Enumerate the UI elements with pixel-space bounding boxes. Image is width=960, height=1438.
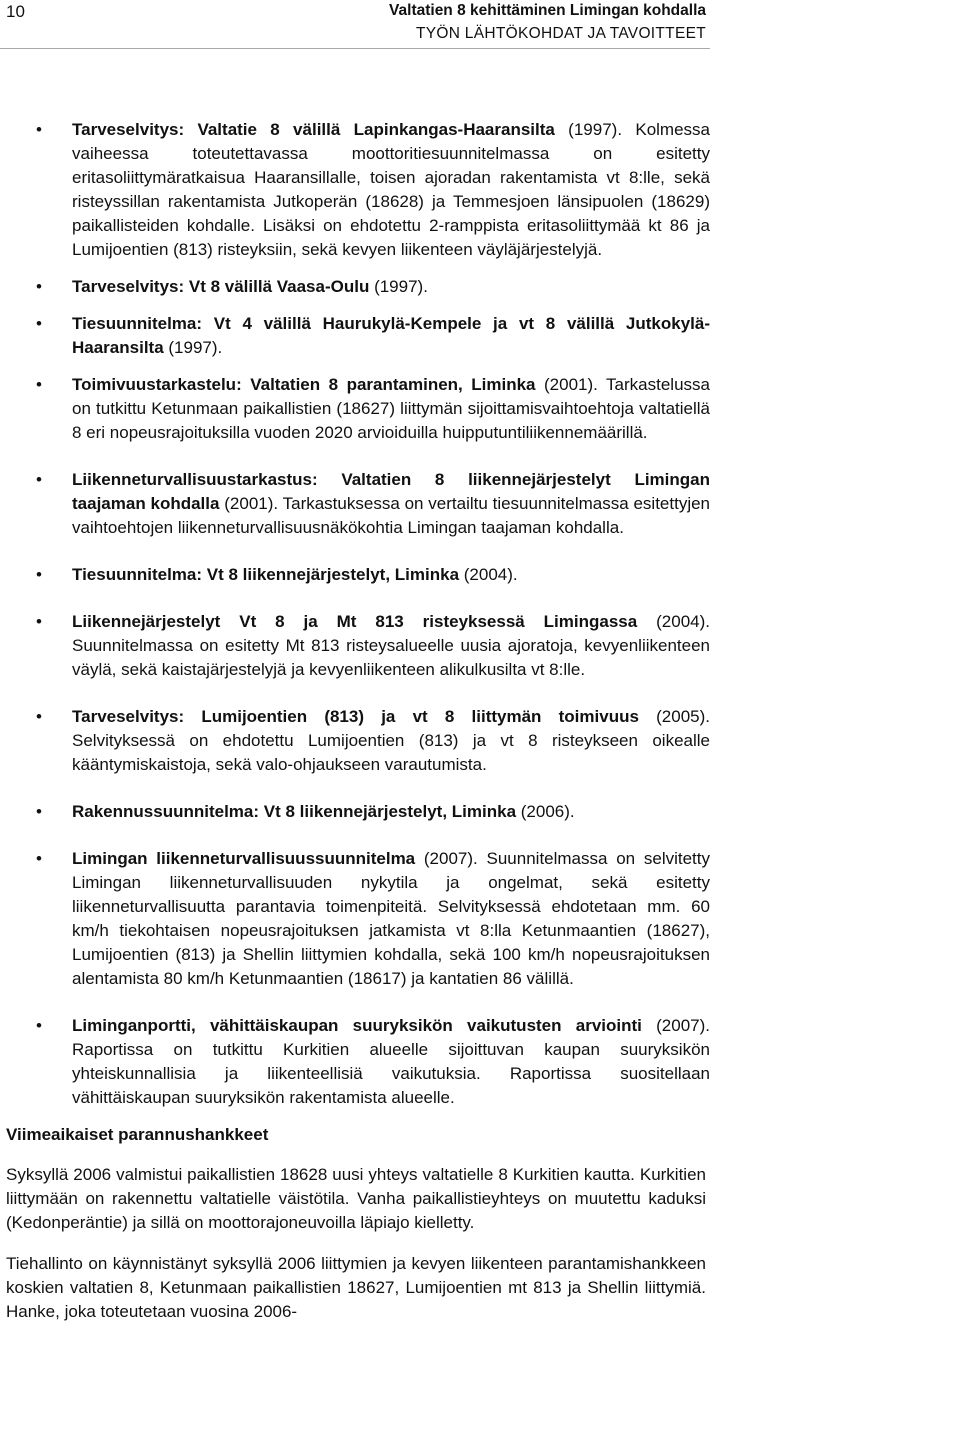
bullet-icon: •: [36, 612, 42, 631]
item-title: Tiesuunnitelma: Vt 4 välillä Haurukylä-Kempele ja vt 8 välillä Jutkokylä-Haaransilta: [72, 314, 710, 357]
header-subtitle: TYÖN LÄHTÖKOHDAT JA TAVOITTEET: [415, 25, 706, 42]
item-text: (1997).: [369, 277, 428, 296]
list-item: [0, 312, 710, 360]
item-title: Tarveselvitys: Valtatie 8 välillä Lapinkangas-Haaransilta: [72, 120, 555, 139]
item-text: (2004).: [459, 565, 518, 584]
item-title: Liminganportti, vähittäiskaupan suuryksikön vaikutusten arviointi: [72, 1016, 642, 1035]
item-title: Tarveselvitys: Lumijoentien (813) ja vt 8 liittymän toimivuus: [72, 707, 639, 726]
bullet-icon: •: [36, 120, 42, 139]
running-header: [389, 0, 706, 45]
bullet-icon: •: [36, 470, 42, 489]
list-item: [0, 563, 710, 587]
bullet-icon: •: [36, 565, 42, 584]
page-body: [0, 118, 710, 1341]
page-number: 10: [6, 2, 25, 21]
item-text: (2007). Suunnitelmassa on selvitetty Limingan liikenneturvallisuuden nykytila ja ongelmat, sekä esitetty liikenneturvallisuutta parantavia toimenpiteitä. Selvityksessä ehdotetaan mm. 60 km/h tiekohtaisen nopeusrajoituksen jatkamista vt 8:lla Ketunmaantien (18627), Lumijoentien (813) ja Shellin liittymien kohdalla, sekä 100 km/h nopeusrajoituksen alentamista 80 km/h Ketunmaantien (18617) ja kantatien 86 välillä.: [72, 849, 711, 988]
list-item: [0, 468, 710, 540]
bullet-icon: •: [36, 849, 42, 868]
item-text: (2001). Tarkastuksessa on vertailtu tiesuunnitelmassa esitettyjen vaihtoehtojen liikenneturvallisuusnäkökohtia Limingan taajaman kohdalla.: [72, 494, 711, 537]
list-item: [0, 275, 710, 299]
item-title: Rakennussuunnitelma: Vt 8 liikennejärjestelyt, Liminka: [72, 802, 517, 821]
bullet-icon: •: [36, 802, 42, 821]
list-item: [0, 705, 710, 777]
list-item: [0, 847, 710, 991]
item-text: (2001). Tarkastelussa on tutkittu Ketunmaan paikallistien (18627) liittymän sijoittamisvaihtoehtoja valtatiellä 8 eri nopeusrajoituksilla vuoden 2020 arvioiduilla huipputuntiliikennemäärillä.: [72, 375, 710, 442]
item-text: (1997). Kolmessa vaiheessa toteutettavassa moottoritiesuunnitelmassa on esitetty eritasoliittymäratkaisua Haaransillalle, toisen ajoradan rakentamista vt 8:lle, sekä risteyssillan rakentamista Jutkoperän (18628) ja Temmesjoen länsipuolen (18629) paikallisteiden kohdalle. Lisäksi on ehdotettu 2-ramppista eritasoliittymää kt 86 ja Lumijoentien (813) risteyksiin, sekä kevyen liikenteen väyläjärjestelyjä.: [72, 120, 710, 259]
list-item: [0, 610, 710, 682]
item-text: (2005). Selvityksessä on ehdotettu Lumijoentien (813) ja vt 8 risteykseen oikealle kääntymiskaistoja, sekä valo-ohjaukseen varautumista.: [72, 707, 710, 774]
header-rule: [0, 48, 710, 49]
item-title: Toimivuustarkastelu: Valtatien 8 parantaminen, Liminka: [72, 375, 536, 394]
item-text: (1997).: [163, 338, 223, 357]
paragraph: Tiehallinto on käynnistänyt syksyllä 2006 liittymien ja kevyen liikenteen parantamishankkeen koskien valtatien 8, Ketunmaan paikallistien 18627, Lumijoentien mt 813 ja Shellin liittymiä. Hanke, joka toteutetaan vuosina 2006-: [6, 1254, 706, 1321]
paragraph: Syksyllä 2006 valmistui paikallistien 18628 uusi yhteys valtatielle 8 Kurkitien kautta. Kurkitien liittymään on rakennettu valtatielle väistötila. Vanha paikallistieyhteys on muutettu kaduksi (Kedonperäntie) ja sillä on moottorajoneuvoilla läpiajo kielletty.: [6, 1165, 706, 1232]
bullet-icon: •: [36, 277, 42, 296]
bullet-icon: •: [36, 1016, 42, 1035]
bullet-icon: •: [36, 375, 42, 394]
bullet-icon: •: [36, 314, 42, 333]
bullet-icon: •: [36, 707, 42, 726]
list-item: [0, 800, 710, 824]
item-text: (2004). Suunnitelmassa on esitetty Mt 813 risteysalueelle uusia ajoratoja, kevyenliikenteen väylä, sekä kaistajärjestelyjä ja kevyenliikenteen alikulkusilta vt 8:lle.: [72, 612, 710, 679]
list-item: [0, 373, 710, 445]
list-item: [0, 1014, 710, 1110]
list-item: [0, 118, 710, 262]
item-title: Limingan liikenneturvallisuussuunnitelma: [72, 849, 416, 868]
item-title: Liikennejärjestelyt Vt 8 ja Mt 813 risteyksessä Limingassa: [72, 612, 638, 631]
section-heading: Viimeaikaiset parannushankkeet: [6, 1125, 269, 1144]
item-title: Tiesuunnitelma: Vt 8 liikennejärjestelyt, Liminka: [72, 565, 460, 584]
report-list: [0, 118, 710, 1110]
item-title: Tarveselvitys: Vt 8 välillä Vaasa-Oulu: [72, 277, 370, 296]
header-title: Valtatien 8 kehittäminen Limingan kohdalla: [389, 2, 706, 19]
item-text: (2006).: [516, 802, 575, 821]
item-text: (2007). Raportissa on tutkittu Kurkitien alueelle sijoittuvan kaupan suuryksikön yhteiskunnallisia ja liikenteellisiä vaikutuksia. Raportissa suositellaan vähittäiskaupan suuryksikön rakentamista alueelle.: [72, 1016, 710, 1107]
item-title: Liikenneturvallisuustarkastus: Valtatien 8 liikennejärjestelyt Limingan taajaman kohdalla: [72, 470, 710, 513]
